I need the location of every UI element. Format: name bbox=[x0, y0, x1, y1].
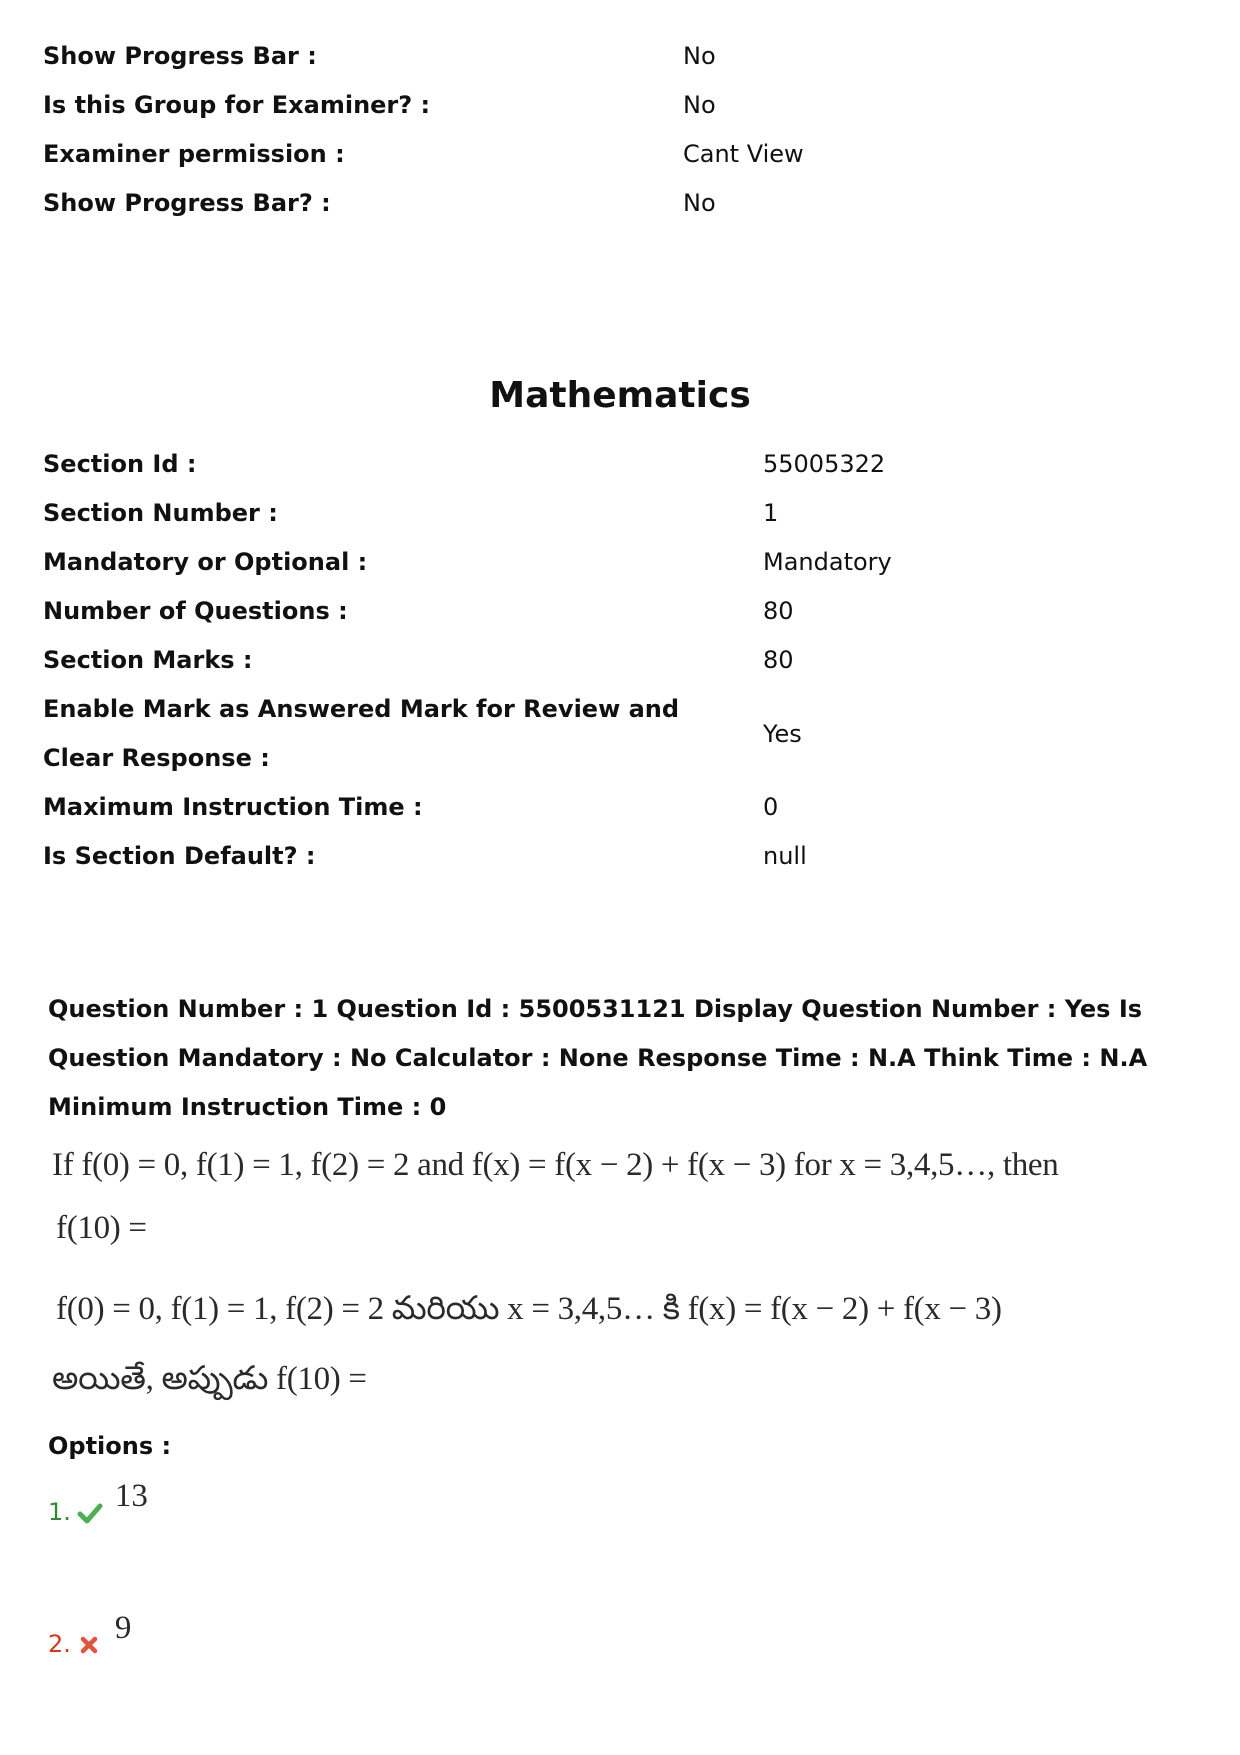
settings-row bbox=[43, 32, 1193, 81]
question-text-english: If f(0) = 0, f(1) = 1, f(2) = 2 and f(x) = f(x − 2) + f(x − 3) for x = 3,4,5…, then bbox=[52, 1147, 1059, 1183]
section-details-table bbox=[43, 440, 1193, 881]
option-number: 2. bbox=[48, 1630, 71, 1658]
settings-row bbox=[43, 81, 1193, 130]
section-row bbox=[43, 636, 1193, 685]
section-field-label: Is Section Default? : bbox=[43, 842, 316, 870]
setting-label: Examiner permission : bbox=[43, 140, 345, 168]
section-field-label: Section Id : bbox=[43, 450, 197, 478]
setting-value: Cant View bbox=[683, 140, 804, 168]
section-field-label: Section Marks : bbox=[43, 646, 253, 674]
setting-label: Is this Group for Examiner? : bbox=[43, 91, 431, 119]
setting-label: Show Progress Bar : bbox=[43, 42, 317, 70]
section-field-value: Mandatory bbox=[763, 548, 892, 576]
section-field-label: Enable Mark as Answered Mark for Review and Clear Response : bbox=[43, 695, 680, 772]
section-row bbox=[43, 783, 1193, 832]
section-row bbox=[43, 587, 1193, 636]
settings-row bbox=[43, 130, 1193, 179]
question-text-telugu: f(0) = 0, f(1) = 1, f(2) = 2 మరియు x = 3,4,5… కి f(x) = f(x − 2) + f(x − 3) bbox=[56, 1291, 1002, 1327]
options-label: Options : bbox=[48, 1432, 172, 1460]
cross-icon bbox=[77, 1629, 103, 1659]
section-row bbox=[43, 832, 1193, 881]
setting-value: No bbox=[683, 91, 716, 119]
section-row bbox=[43, 685, 1193, 783]
settings-row bbox=[43, 179, 1193, 228]
section-field-value: null bbox=[763, 842, 807, 870]
question-meta: Question Number : 1 Question Id : 5500531121 Display Question Number : Yes Is Question Mandatory : No Calculator : None Response Time : N.A Think Time : N.A Minimum Instruction Time : 0 bbox=[48, 995, 1148, 1121]
section-field-label: Mandatory or Optional : bbox=[43, 548, 368, 576]
section-field-label: Section Number : bbox=[43, 499, 278, 527]
option-value: 13 bbox=[114, 1478, 148, 1514]
question-text-english-continued: f(10) = bbox=[56, 1210, 147, 1246]
section-field-value: Yes bbox=[763, 719, 802, 748]
check-icon bbox=[77, 1497, 103, 1527]
section-field-value: 80 bbox=[763, 597, 794, 625]
group-settings-table bbox=[43, 32, 1193, 228]
option-item bbox=[48, 1610, 132, 1659]
option-item bbox=[48, 1478, 148, 1527]
option-value: 9 bbox=[114, 1610, 132, 1646]
section-title: Mathematics bbox=[489, 375, 751, 416]
setting-value: No bbox=[683, 189, 716, 217]
option-number: 1. bbox=[48, 1498, 71, 1526]
section-field-label: Number of Questions : bbox=[43, 597, 348, 625]
section-field-value: 0 bbox=[763, 793, 779, 821]
section-field-value: 55005322 bbox=[763, 450, 886, 478]
section-field-value: 80 bbox=[763, 646, 794, 674]
question-text-telugu-continued: అయితే, అప్పుడు f(10) = bbox=[52, 1361, 367, 1397]
setting-value: No bbox=[683, 42, 716, 70]
section-field-value: 1 bbox=[763, 499, 779, 527]
section-row bbox=[43, 538, 1193, 587]
section-row bbox=[43, 489, 1193, 538]
setting-label: Show Progress Bar? : bbox=[43, 189, 331, 217]
section-field-label: Maximum Instruction Time : bbox=[43, 793, 423, 821]
section-row bbox=[43, 440, 1193, 489]
